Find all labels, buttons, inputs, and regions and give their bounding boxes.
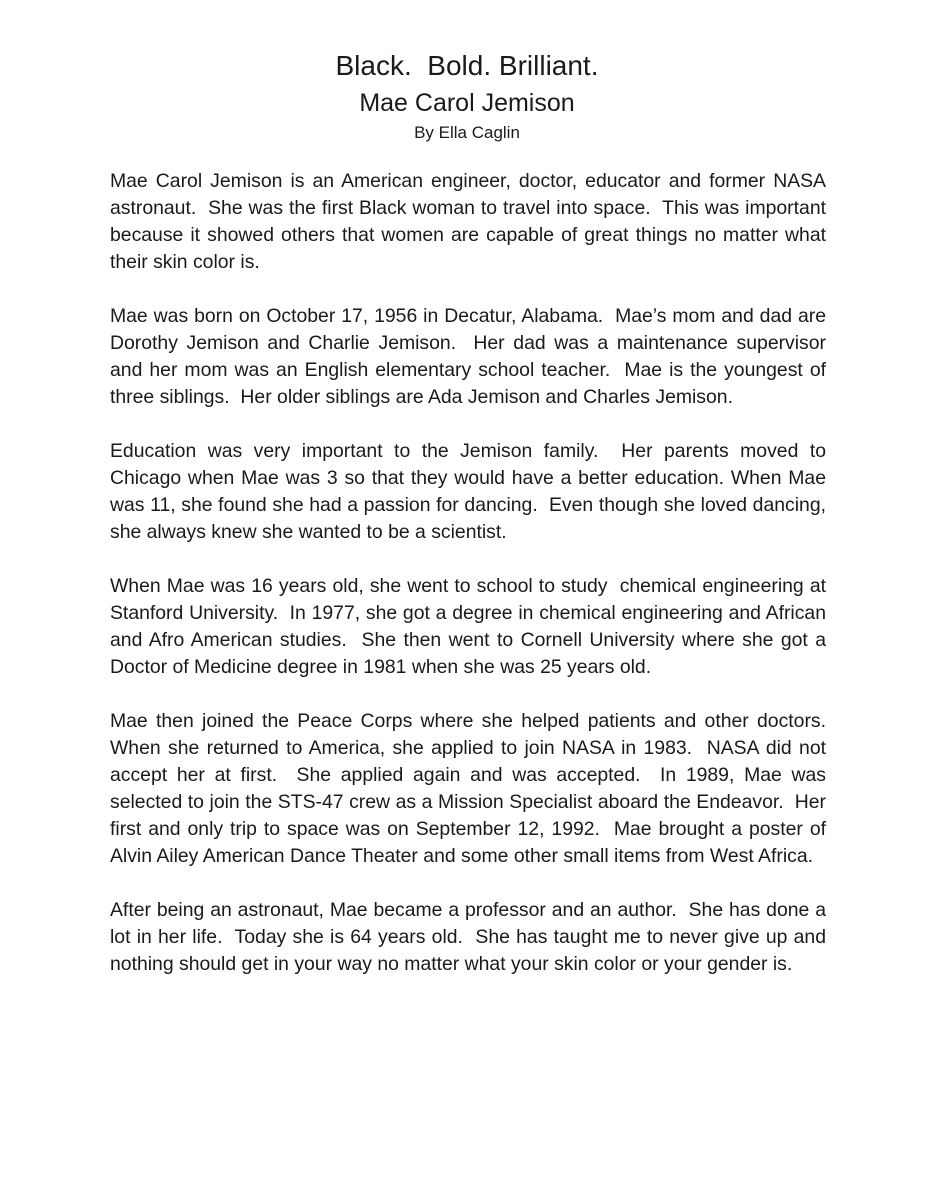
paragraph-university: When Mae was 16 years old, she went to school to study chemical engineering at Stanford University. In 1977, she got a degree in chemical engineering and African and Afro American studies. She then went to Cornell University where she got a Doctor of Medicine degree in 1981 when she was 25 years old.	[110, 575, 832, 678]
author-byline: By Ella Caglin	[414, 123, 520, 142]
document-body	[110, 168, 837, 1005]
document-title: Black. Bold. Brilliant.	[335, 50, 599, 81]
paragraph-early-life: Mae was born on October 17, 1956 in Decatur, Alabama. Mae’s mom and dad are Dorothy Jemison and Charlie Jemison. Her dad was a maintenance supervisor and her mom was an English elementary school teacher. Mae is the youngest of three siblings. Her older siblings are Ada Jemison and Charles Jemison.	[110, 305, 832, 408]
paragraph-conclusion: After being an astronaut, Mae became a professor and an author. She has done a lot in her life. Today she is 64 years old. She has taught me to never give up and nothing should get in your way no matter what your skin color or your gender is.	[110, 899, 832, 975]
paragraph-nasa-career: Mae then joined the Peace Corps where she helped patients and other doctors. When she returned to America, she applied to join NASA in 1983. NASA did not accept her at first. She applied again and was accepted. In 1989, Mae was selected to join the STS-47 crew as a Mission Specialist aboard the Endeavor. Her first and only trip to space was on September 12, 1992. Mae brought a poster of Alvin Ailey American Dance Theater and some other small items from West Africa.	[110, 710, 837, 867]
paragraph-intro: Mae Carol Jemison is an American engineer, doctor, educator and former NASA astronaut. She was the first Black woman to travel into space. This was important because it showed others that women are capable of great things no matter what their skin color is.	[110, 170, 832, 273]
document-subtitle: Mae Carol Jemison	[359, 89, 575, 117]
paragraph-education: Education was very important to the Jemison family. Her parents moved to Chicago when Mae was 3 so that they would have a better education. When Mae was 11, she found she had a passion for dancing. Even though she loved dancing, she always knew she wanted to be a scientist.	[110, 440, 832, 543]
